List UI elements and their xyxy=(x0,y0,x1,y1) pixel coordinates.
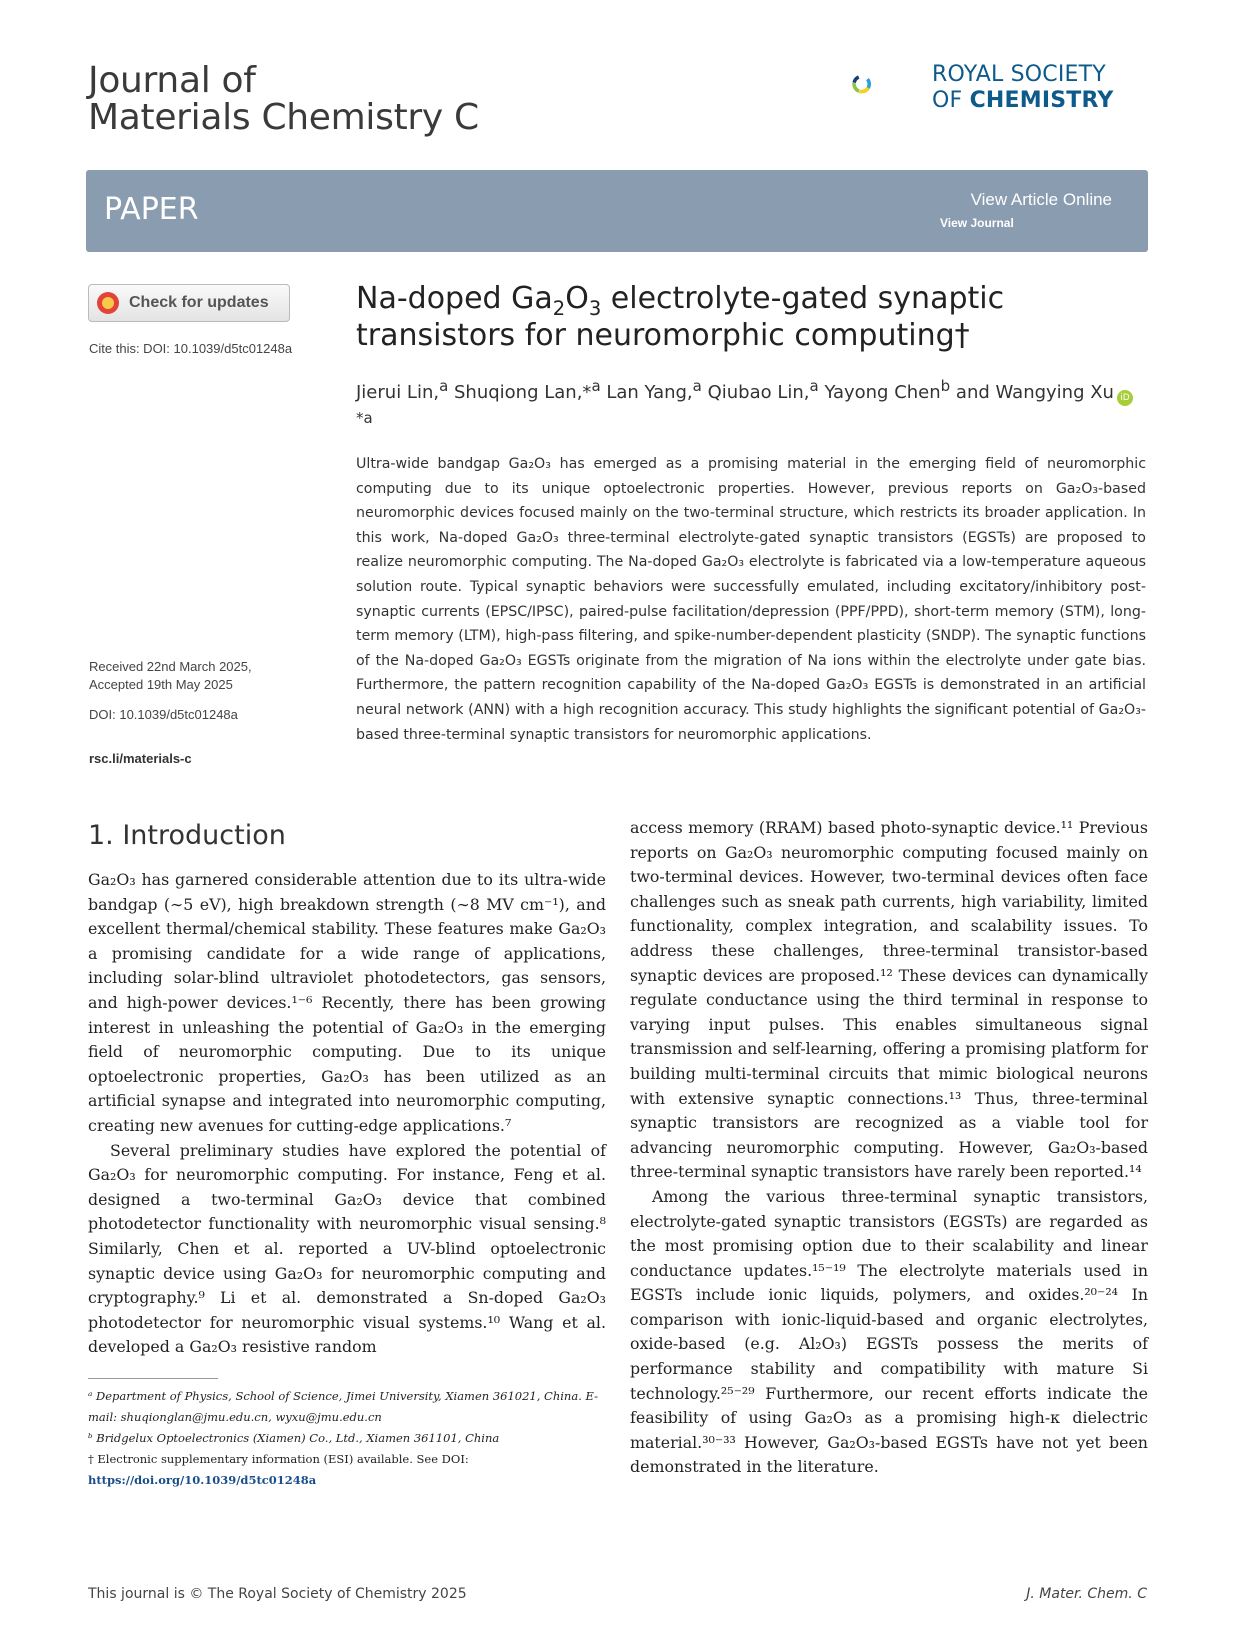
article-title: Na-doped $Ga_2O_3$ electrolyte-gated synaptic transistors for neuromorphic computing† xyxy=(356,281,1005,353)
esi-doi-link[interactable]: https://doi.org/10.1039/d5tc01248a xyxy=(88,1473,317,1487)
footnote-affiliation-b: ᵇ Bridgelux Optoelectronics (Xiamen) Co., Ltd., Xiamen 361101, China xyxy=(88,1431,500,1445)
paragraph: Ga₂O₃ has garnered considerable attention due to its ultra-wide bandgap (∼5 eV), high breakdown strength (∼8 MV cm⁻¹), and excellent thermal/chemical stability. These features make Ga₂O₃ a promising candidate for a wide range of applications, including solar-blind ultraviolet photodetectors, gas sensors, and high-power devices.¹⁻⁶ Recently, there has been growing interest in unleashing the potential of Ga₂O₃ in the emerging field of neuromorphic computing. Due to its unique optoelectronic properties, Ga₂O₃ has been utilized as an artificial synapse and integrated into neuromorphic computing, creating new avenues for cutting-edge applications.⁷ xyxy=(88,870,606,1135)
paragraph: access memory (RRAM) based photo-synaptic device.¹¹ Previous reports on Ga₂O₃ neuromorphic computing focused mainly on two-terminal devices. However, two-terminal devices often face challenges such as sneak path currents, high variability, limited functionality, complex integration, and scalability issues. To address these challenges, three-terminal transistor-based synaptic devices are proposed.¹² These devices can dynamically regulate conductance using the third terminal in response to varying input pulses. This enables simultaneous signal transmission and self-learning, offering a promising platform for building multi-terminal circuits that mimic biological neurons with extensive synaptic connections.¹³ Thus, three-terminal synaptic transistors are recognized as a viable tool for advancing neuromorphic computing. However, Ga₂O₃-based three-terminal synaptic transistors have rarely been reported.¹⁴ xyxy=(630,818,1148,1182)
rsc-logo-icon xyxy=(852,46,928,122)
journal-url[interactable]: rsc.li/materials-c xyxy=(89,751,192,766)
footnote-affiliation-a: ᵃ Department of Physics, School of Science, Jimei University, Xiamen 361021, China. E-mail: shuqionglan@jmu.edu.cn, wyxu@jmu.edu.cn xyxy=(88,1389,598,1424)
view-journal-link[interactable]: View Journal xyxy=(940,216,1014,230)
journal-title-line1: Journal of xyxy=(88,60,256,101)
copyright-footer: This journal is © The Royal Society of Chemistry 2025 xyxy=(88,1586,467,1602)
rsc-wordmark xyxy=(932,62,1114,114)
orcid-icon[interactable]: iD xyxy=(1117,390,1133,406)
paragraph: Several preliminary studies have explored the potential of Ga₂O₃ for neuromorphic computing. For instance, Feng et al. designed a two-terminal Ga₂O₃ device that combined photodetector functionality with neuromorphic visual sensing.⁸ Similarly, Chen et al. reported a UV-blind optoelectronic synaptic device using Ga₂O₃ for neuromorphic computing and cryptography.⁹ Li et al. demonstrated a Sn-doped Ga₂O₃ photodetector for neuromorphic visual systems.¹⁰ Wang et al. developed a Ga₂O₃ resistive random xyxy=(88,1140,606,1357)
rsc-line1: ROYAL SOCIETY xyxy=(932,62,1106,87)
article-banner xyxy=(86,170,1148,252)
body-column-right xyxy=(630,816,1148,1480)
doi: DOI: 10.1039/d5tc01248a xyxy=(89,707,238,722)
accepted-date: Accepted 19th May 2025 xyxy=(89,677,233,692)
author-list: Jierui Lin,$^a$ Shuqiong Lan,*$^a$ Lan Yang,$^a$ Qiubao Lin,$^a$ Yayong Chen$^b$ and Wangying Xu $iD^{*a}$ xyxy=(356,374,1146,437)
journal-title-line2: Materials Chemistry C xyxy=(88,97,479,138)
journal-title xyxy=(88,62,479,136)
received-date: Received 22nd March 2025, xyxy=(89,659,252,674)
abstract: Ultra-wide bandgap Ga₂O₃ has emerged as a promising material in the emerging field of neuromorphic computing due to its unique optoelectronic properties. However, previous reports on Ga₂O₃-based neuromorphic devices focused mainly on the two-terminal structure, which restricts its broader application. In this work, Na-doped Ga₂O₃ three-terminal electrolyte-gated synaptic transistors (EGSTs) are proposed to realize neuromorphic computing. The Na-doped Ga₂O₃ electrolyte is fabricated via a low-temperature aqueous solution route. Typical synaptic behaviors were successfully emulated, including excitatory/inhibitory post-synaptic currents (EPSC/IPSC), paired-pulse facilitation/depression (PPF/PPD), short-term memory (STM), long-term memory (LTM), high-pass filtering, and spike-number-dependent plasticity (SNDP). The synaptic functions of the Na-doped Ga₂O₃ EGSTs originate from the migration of Na ions within the electrolyte under gate bias. Furthermore, the pattern recognition capability of the Na-doped Ga₂O₃ EGSTs is demonstrated in an artificial neural network (ANN) with a high recognition accuracy. This study highlights the significant potential of Ga₂O₃-based three-terminal synaptic transistors for neuromorphic applications. xyxy=(356,456,1146,743)
journal-abbrev-footer: J. Mater. Chem. C xyxy=(1026,1586,1147,1602)
section-heading: 1. Introduction xyxy=(88,820,286,851)
footnote-esi: † Electronic supplementary information (ESI) available. See DOI: https://doi.org/10.1039/d5tc01248a xyxy=(88,1452,469,1487)
paragraph: Among the various three-terminal synaptic transistors, electrolyte-gated synaptic transistors (EGSTs) are regarded as the most promising option due to their scalability and linear conductance updates.¹⁵⁻¹⁹ The electrolyte materials used in EGSTs include ionic liquids, polymers, and oxides.²⁰⁻²⁴ In comparison with ionic-liquid-based and organic electrolytes, oxide-based (e.g. Al₂O₃) EGSTs possess the merits of performance stability and compatibility with mature Si technology.²⁵⁻²⁹ Furthermore, our recent efforts indicate the feasibility of using Ga₂O₃ as a promising high-κ dielectric material.³⁰⁻³³ However, Ga₂O₃-based EGSTs have not yet been demonstrated in the literature. xyxy=(630,1186,1148,1477)
rsc-line2: OF CHEMISTRY xyxy=(932,88,1114,113)
view-article-online-link[interactable]: View Article Online xyxy=(970,190,1112,209)
body-column-left xyxy=(88,868,606,1360)
cite-this: Cite this: DOI: 10.1039/d5tc01248a xyxy=(89,341,293,356)
footnotes xyxy=(88,1386,608,1491)
footnote-divider xyxy=(88,1378,218,1379)
check-for-updates-button[interactable] xyxy=(88,284,290,322)
check-for-updates-label: Check for updates xyxy=(129,294,269,311)
article-type: PAPER xyxy=(104,192,199,227)
crossmark-icon xyxy=(97,292,119,314)
